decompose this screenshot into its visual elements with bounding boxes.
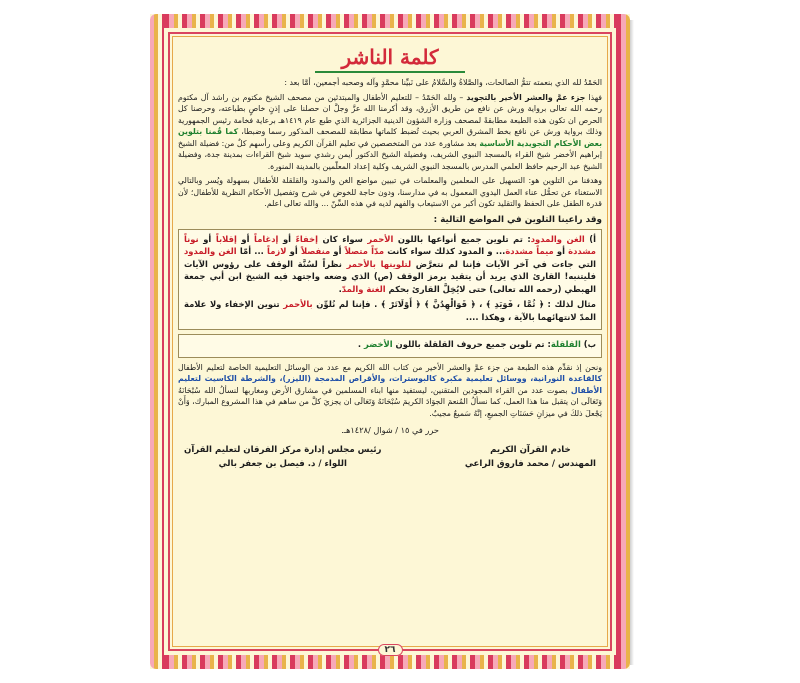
publisher-paragraph-3: ونحن إذ نقدِّم هذه الطبعة من جزء عمَّ والعشر الأخير من كتاب الله الكريم مع عدد من الوسائل التعليمية الخاصة لتعليم الأطفال كالقاعدة النورانية، ووسائل تعليمية مكبرة كالبوسترات، والأقراص المدمجة (الليزر)، والشرطة الكاسيت لتعليم الأطفال بصوت عدد من القراء المجودين المتقنين، ليستفيد منها ابناء المسلمين في مشارق الأرض ومغاربها لنسألُ الله سُبْحَانَهُ وَتَعَالَى ان يتقبل منا هذا العمل، كما نسألُ المُنعمَ الجوَادَ الكريمَ سُبْحَانَهُ وَتَعَالَى ان يجزيَ كلَّ من ساهم في هذا المشروع المبارك، وَأَنْ يَجْعلَ ذلكَ في ميزانِ حَسَنَاتِ الجميعِ، إنَّهُ سَميعٌ مجيبٌ.: [178, 362, 602, 418]
teaching-aids-text: كالقاعدة النورانية، ووسائل تعليمية مكبرة كالبوسترات، والأقراص المدمجة (الليزر)، والشرطة الكاسيت لتعليم الأطفال: [178, 374, 602, 395]
book-page: [150, 14, 630, 669]
coloring-rules-heading: وقد راعينا التلوين في المواضع التالية :: [433, 214, 602, 225]
page-title: كلمة الناشر: [341, 45, 439, 69]
signature-right: خادم القرآن الكريم المهندس / محمد فاروق الراعي: [464, 445, 596, 469]
rule-a-box: [178, 229, 602, 331]
rule-b-box: [178, 334, 602, 358]
page-edge-shadow: [630, 20, 634, 665]
book-title-inline: جزء عمَّ والعشر الأخير بالتجويد: [466, 92, 586, 102]
rule-a-text: أ) الغن والمدود: تم تلوين جميع أنواعها باللون الأحمر سواء كان إخفاءً أو إدغاماً أو إقلاباً أو نوناً مشددة أو ميماً مشددة... و المدود كذلك سواء كانت مدّاً متصلاً أو منفصلاً أو لازماً ... أمّا الغن والمدود التي جاءت في آخر الآيات فإننا لم نتعرَّض لتلوينها بالأحمر نظراً لسُنَّة الوقف على رؤوس الآيات فليتنبه! القارئ الذي يريد أن يتقيد برمز الوقف (ص) الذي وضعه واجتهد فيه الشيخ ابن أبي جمعة الهبطي (رحمه الله تعالى) حتى لايُخِلَّ القارئ بحكم الغنة والمدّ.: [184, 233, 597, 294]
date-line: حرر في ١٥ / شوال /١٤٢٨هـ.: [341, 425, 439, 435]
coloring-emphasis: كما قُمنا بتلوين بعض الأحكام التجويدية الأساسية: [178, 127, 602, 148]
intro-paragraph: الحَمْدُ لله الذي بنعمته تتمُّ الصالحات، والصَّلاةُ والسَّلامُ على نَبيِّنا محمَّدٍ وآله وصحبه أجمعين، أمَّا بعد :: [284, 78, 602, 87]
rule-a-example: مثال لذلك : ﴿ ثُمَّا ، فَوَيَدِ ﴾ ، ﴿ قَوَالْهِدُنَّ ﴾ ﴿ أَوْلَاتَرْ ﴾ . فإننا لم نُلوِّن بالأحمر تنوين الإخفاء ولا علامة المدّ لانتهائهما بالآية ، وهكذا ....: [184, 299, 596, 322]
title-underline: [315, 71, 465, 73]
rule-b-text: ب) القلقلة: تم تلوين جميع حروف القلقلة باللون الأخضر .: [357, 339, 596, 349]
publisher-paragraph-1: فهذا جزء عمَّ والعشر الأخير بالتجويد – ولله الحَمْدُ – للتعليم الأطفال والمبتدئين من مصحف الشيخ مكتوم بن راشد آل مكتوم رحمه الله تعالى برواية ورش عن نافع من طريق الأزرق، وقد أكرمنا الله عزَّ وجلَّ ان حصلنا على إذنٍ خاصٍ بطباعته، وحرصنا كل الحرص ان تكون هذه الطبعة مطابقةً لمصحف وزارة الشؤون الدينية الجزائرية الذي طبع عام ١٤١٩هـ برعاية فخامة رئيس الجمهورية وذلك برواية ورش عن نافع بخط المشرق العربي بحيث تُضبط كلماتها مطابقة للمصحف المذكور رسما وضبطا، كما قُمنا بتلوين بعض الأحكام التجويدية الأساسية بعد مشاورة عدد من المتخصصين في تعليم القرآن الكريم وعلى رأسهم كلٌ من: فضيلة الشيخ إبراهيم الأخضر شيخ القراء بالمسجد النبوي الشريف، وفضيلة الشيخ الدكتور أيمن رشدي سويد شيخ القراءات بمدينة جدة، وفضيلة الشيخ عبد الرحيم حافظ العلمي المدرس بالمسجد النبوي الشريف وكلية إعداد المعلّمين بالمدينة المنورة.: [178, 92, 603, 171]
page-number: ٢٦: [150, 645, 630, 655]
signatures: [178, 443, 602, 471]
publisher-paragraph-2: وهدفنا من التلوين هو: التسهيل على المعلمين والمعلمات في تبيين مواضع الغن والمدود والقلقلة للأطفال بسهولة ويُسر وبالتالي الاستغناء عن تحمُّل عناء العمل اليدوي المعمول به في مدارسنا، ودون حاجة للخوض في شرح وتفصيل الأحكام النظرية للأطفال؛ لأن قدرة الطفل على الحفظ والتقليد تكون أكبر من الاستيعاب والفهم لديه في هذه السِّنّ ... والله تعالى اعلم.: [178, 176, 602, 208]
page-content: [178, 42, 602, 642]
example-red-word: بالأحمر: [283, 299, 313, 309]
signature-left: رئيس مجلس إدارة مركز الفرقان لتعليم القرآن اللواء / د. فيصل بن جعفر بالي: [184, 445, 382, 469]
